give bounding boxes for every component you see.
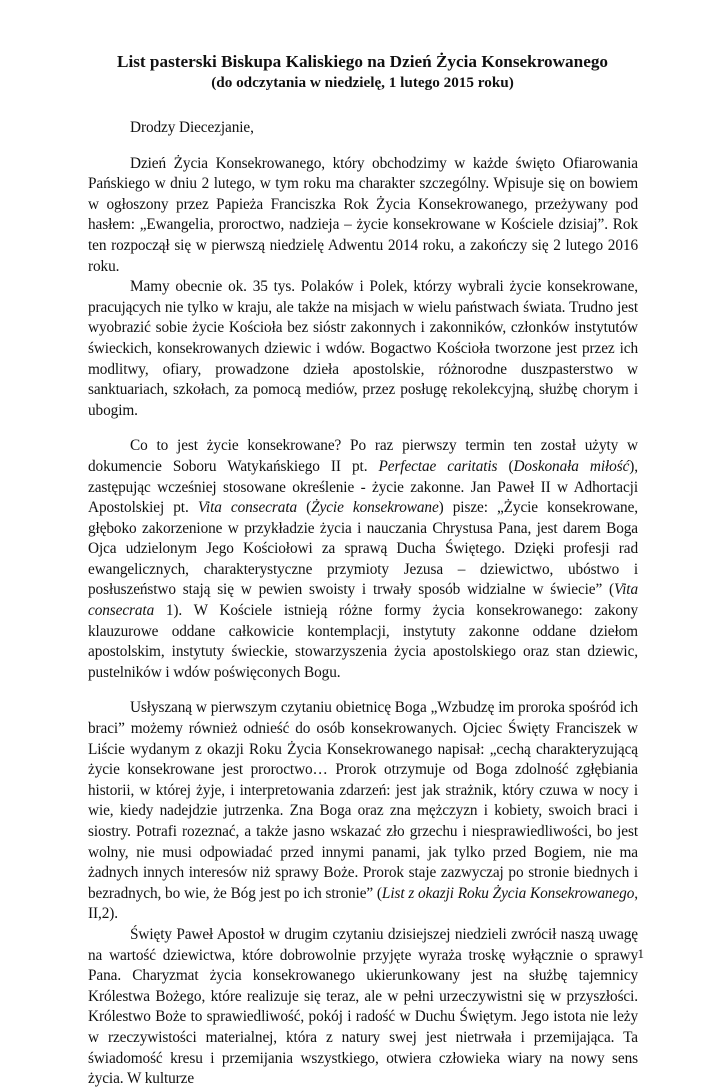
page-number: 1 [637, 946, 644, 961]
paragraph-5: Święty Paweł Apostoł w drugim czytaniu dzisiejszej niedzieli zwrócił naszą uwagę na wartość dziewictwa, które dobrowolnie przyjęte wyraża troskę wyłącznie o sprawy Pana. Charyzmat życia konsekrowanego ukierunkowany jest na służbę tajemnicy Królestwa Bożego, które realizuje się teraz, ale w pełni urzeczywistni się w przyszłości. Królestwo Boże to sprawiedliwość, pokój i radość w Duchu Świętym. Jego istota nie leży w rzeczywistości materialnej, która z natury swej jest nietrwała i przemijająca. Ta świadomość kresu i przemijania wszystkiego, otwiera człowieka wiary na nowy sens życia. W kulturze [88, 925, 638, 1088]
document-title: List pasterski Biskupa Kaliskiego na Dzień Życia Konsekrowanego [116, 52, 609, 71]
paragraph-2: Mamy obecnie ok. 35 tys. Polaków i Polek, którzy wybrali życie konsekrowane, pracujących nie tylko w kraju, ale także na misjach w wielu państwach świata. Trudno jest wyobrazić sobie życie Kościoła bez sióstr zakonnych i zakonników, członków instytutów świeckich, konsekrowanych dziewic i wdów. Bogactwo Kościoła tworzone jest przez ich modlitwy, ofiary, prowadzone dzieła apostolskie, różnorodne duszpasterstwo w sanktuariach, szkołach, za pomocą mediów, przez posługę rekolekcyjną, służbę chorym i ubogim. [88, 278, 638, 419]
paragraph-3-text: ), zastępując wcześniej stosowane określenie - życie zakonne. Jan Paweł II w Adhortacji Apostolskiej pt. [88, 457, 638, 517]
quote-citation-list: List z okazji Roku Życia Konsekrowanego [381, 884, 635, 902]
quote-title-doskonala-milosc: Doskonała miłość [513, 457, 630, 475]
paragraph-3 [88, 436, 638, 683]
paragraph-3-text: ( [297, 499, 312, 517]
document-subtitle: (do odczytania w niedzielę, 1 lutego 2015 roku) [211, 74, 514, 91]
paragraph-3-text: ( [497, 457, 514, 475]
paragraph-4 [88, 698, 638, 925]
paragraph-4-text: Usłyszaną w pierwszym czytaniu obietnicę Boga „Wzbudzę im proroka spośród ich braci” możemy również odnieść do osób konsekrowanych. Ojciec Święty Franciszek w Liście wydanym z okazji Roku Życia Konsekrowanego napisał: „cechą charakteryzującą życie konsekrowane jest proroctwo… Prorok otrzymuje od Boga zdolność zgłębiania historii, w której żyje, i interpretowania zdarzeń: jest jak strażnik, który czuwa w nocy i wie, kiedy nadejdzie jutrzenka. Zna Boga oraz zna mężczyzn i kobiety, swoich braci i siostry. Potrafi rozeznać, a także jasno wskazać zło grzechu i niesprawiedliwości, bo jest wolny, nie musi odpowiadać przed innymi panami, jak tylko przed Bogiem, nie ma żadnych innych interesów niż sprawy Boże. Prorok staje zazwyczaj po stronie biednych i bezradnych, bo wie, że Bóg jest po ich stronie” ( [88, 699, 638, 902]
quote-citation-vita-consecrata: Vita consecrata [88, 581, 638, 620]
quote-title-vita-consecrata: Vita consecrata [197, 499, 298, 517]
paragraph-3-text: ) pisze: „Życie konsekrowane, głęboko zakorzenione w przykładzie życia i nauczania Chrystusa Pana, jest darem Boga Ojca udzielonym Jego Kościołowi za sprawą Ducha Świętego. Dzięki profesji rad ewangelicznych, charakterystyczne przymioty Jezusa – dziewictwo, ubóstwo i posłuszeństwo stają się w pewien swoisty i trwały sposób widzialne w świecie” ( [88, 499, 638, 599]
paragraph-1: Dzień Życia Konsekrowanego, który obchodzimy w każde święto Ofiarowania Pańskiego w dniu 2 lutego, w tym roku ma charakter szczególny. Wpisuje się on bowiem w ogłoszony przez Papieża Franciszka Rok Życia Konsekrowanego, przeżywany pod hasłem: „Ewangelia, proroctwo, nadzieja – życie konsekrowane w Kościele dzisiaj”. Rok ten rozpoczął się w pierwszą niedzielę Adwentu 2014 roku, a zakończy się 2 lutego 2016 roku. [88, 154, 638, 275]
paragraph-3-text: Co to jest życie konsekrowane? Po raz pierwszy termin ten został użyty w dokumencie Soboru Watykańskiego II pt. [88, 437, 638, 475]
greeting: Drodzy Diecezjanie, [130, 119, 254, 136]
quote-title-perfectae-caritatis: Perfectae caritatis [378, 457, 498, 475]
quote-title-zycie-konsekrowane: Życie konsekrowane [311, 499, 439, 517]
paragraph-3-text: 1). W Kościele istnieją różne formy życia konsekrowanego: zakony klauzurowe oddane całkowicie kontemplacji, instytuty zakonne oddane dziełom apostolskim, instytuty świeckie, stowarzyszenia życia apostolskiego oraz stan dziewic, pustelników i wdów poświęconych Bogu. [88, 602, 638, 681]
paragraph-4-text: , II,2). [88, 884, 638, 923]
document-body [88, 118, 638, 1090]
